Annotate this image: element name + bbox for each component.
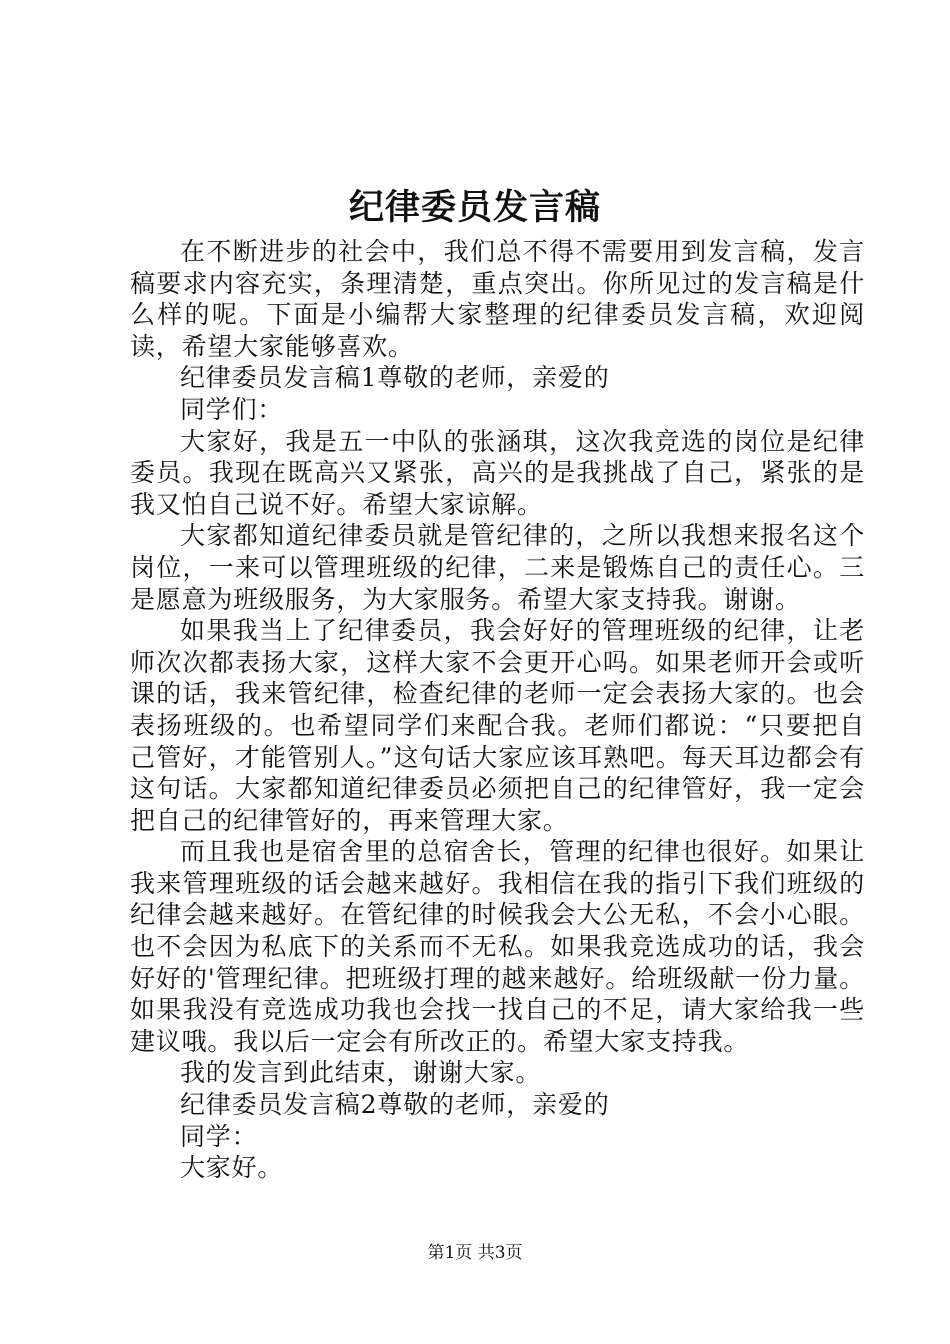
body-paragraph: 大家都知道纪律委员就是管纪律的，之所以我想来报名这个岗位，一来可以管理班级的纪律，二来是锻炼自己的责任心。三是愿意为班级服务，为大家服务。希望大家支持我。谢谢。 [130,521,865,614]
page-number-footer: 第1页 共3页 [427,1243,523,1263]
body-paragraph: 如果我当上了纪律委员，我会好好的管理班级的纪律，让老师次次都表扬大家，这样大家不会更开心吗。如果老师开会或听课的话，我来管纪律，检查纪律的老师一定会表扬大家的。也会表扬班级的。也希望同学们来配合我。老师们都说：“只要把自己管好，才能管别人。”这句话大家应该耳熟吧。每天耳边都会有这句话。大家都知道纪律委员必须把自己的纪律管好，我一定会把自己的纪律管好的，再来管理大家。 [130,616,865,835]
body-paragraph: 而且我也是宿舍里的总宿舍长，管理的纪律也很好。如果让我来管理班级的话会越来越好。我相信在我的指引下我们班级的纪律会越来越好。在管纪律的时候我会大公无私，不会小心眼。也不会因为私底下的关系而不无私。如果我竞选成功的话，我会好好的'管理纪律。把班级打理的越来越好。给班级献一份力量。如果我没有竞选成功我也会找一找自己的不足，请大家给我一些建议哦。我以后一定会有所改正的。希望大家支持我。 [130,837,865,1056]
greeting-paragraph: 大家好。 [180,1153,284,1183]
closing-paragraph: 我的发言到此结束，谢谢大家。 [180,1058,542,1088]
document-title: 纪律委员发言稿 [348,187,601,228]
document-body [130,236,865,1184]
speech-1-heading: 纪律委员发言稿1尊敬的老师，亲爱的 [180,363,610,393]
speech-2-salutation: 同学： [180,1121,258,1151]
body-paragraph: 大家好，我是五一中队的张涵琪，这次我竞选的岗位是纪律委员。我现在既高兴又紧张，高兴的是我挑战了自己，紧张的是我又怕自己说不好。希望大家谅解。 [130,426,865,519]
speech-1-salutation: 同学们： [180,394,284,424]
speech-2-heading: 纪律委员发言稿2尊敬的老师，亲爱的 [180,1090,610,1120]
intro-paragraph: 在不断进步的社会中，我们总不得不需要用到发言稿，发言稿要求内容充实，条理清楚，重点突出。你所见过的发言稿是什么样的呢。下面是小编帮大家整理的纪律委员发言稿，欢迎阅读，希望大家能够喜欢。 [130,237,865,361]
